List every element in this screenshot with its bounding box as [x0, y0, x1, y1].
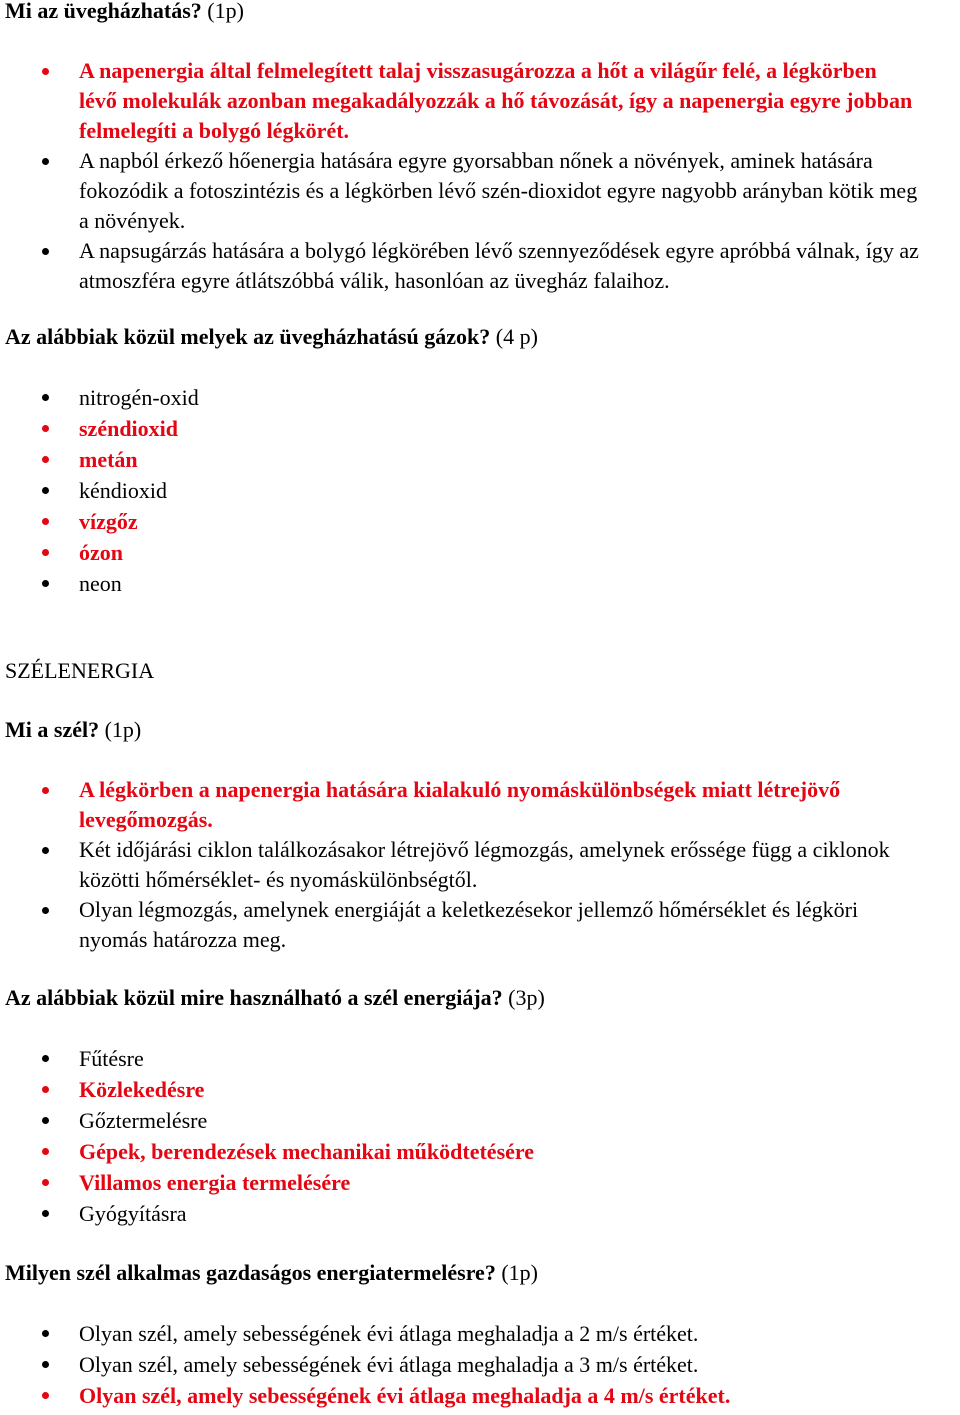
- question-points: (1p): [501, 1260, 538, 1285]
- answer-option: Fűtésre: [0, 1043, 960, 1074]
- answer-option: Olyan szél, amely sebességének évi átlaga meghaladja a 3 m/s értéket.: [0, 1349, 960, 1380]
- question-text: Milyen szél alkalmas gazdaságos energiatermelésre?: [5, 1260, 496, 1285]
- question-points: (1p): [104, 717, 142, 742]
- answer-list-economic-wind: [0, 1318, 960, 1411]
- answer-option: Villamos energia termelésére: [0, 1167, 960, 1198]
- answer-list-wind-energy-uses: [0, 1043, 960, 1229]
- answer-option: Gyógyításra: [0, 1198, 960, 1229]
- answer-option: metán: [0, 444, 960, 475]
- question-text: Az alábbiak közül mire használható a szél energiája?: [5, 985, 503, 1010]
- answer-list-greenhouse-gases: [0, 382, 960, 599]
- answer-option: neon: [0, 568, 960, 599]
- answer-option: Közlekedésre: [0, 1074, 960, 1105]
- answer-option: Gépek, berendezések mechanikai működtetésére: [0, 1136, 960, 1167]
- question-greenhouse-gases: [5, 322, 538, 352]
- answer-option: Két időjárási ciklon találkozásakor létrejövő légmozgás, amelynek erőssége függ a ciklonok közötti hőmérséklet- és nyomáskülönbségtől.: [0, 835, 960, 895]
- question-wind-energy-uses: [5, 983, 545, 1013]
- answer-option: ózon: [0, 537, 960, 568]
- question-what-is-wind: [5, 715, 141, 745]
- answer-option: vízgőz: [0, 506, 960, 537]
- question-economic-wind: [5, 1258, 538, 1288]
- answer-list-what-is-wind: [0, 775, 960, 955]
- question-text: Mi a szél?: [5, 717, 100, 742]
- answer-option: Gőztermelésre: [0, 1105, 960, 1136]
- answer-option: Olyan szél, amely sebességének évi átlaga meghaladja a 4 m/s értéket.: [0, 1380, 960, 1411]
- answer-list-greenhouse-effect: [0, 56, 960, 296]
- answer-option: A napból érkező hőenergia hatására egyre gyorsabban nőnek a növények, aminek hatására fokozódik a fotoszintézis és a légkörben lévő szén-dioxidot egyre nagyobb arányban kötik meg a növények.: [0, 146, 960, 236]
- section-heading-wind-energy: SZÉLENERGIA: [5, 658, 155, 683]
- answer-option: Olyan légmozgás, amelynek energiáját a keletkezésekor jellemző hőmérséklet és légköri nyomás határozza meg.: [0, 895, 960, 955]
- question-points: (4 p): [495, 324, 538, 349]
- answer-option: A napenergia által felmelegített talaj visszasugározza a hőt a világűr felé, a légkörben lévő molekulák azonban megakadályozzák a hő távozását, így a napenergia egyre jobban felmelegíti a bolygó légkörét.: [0, 56, 960, 146]
- answer-option: Olyan szél, amely sebességének évi átlaga meghaladja a 2 m/s értéket.: [0, 1318, 960, 1349]
- question-points: (1p): [207, 0, 244, 23]
- question-text: Mi az üvegházhatás?: [5, 0, 202, 23]
- question-greenhouse-effect: [5, 0, 244, 26]
- answer-option: A légkörben a napenergia hatására kialakuló nyomáskülönbségek miatt létrejövő levegőmozgás.: [0, 775, 960, 835]
- answer-option: A napsugárzás hatására a bolygó légkörében lévő szennyeződések egyre apróbbá válnak, így az atmoszféra egyre átlátszóbbá válik, hasonlóan az üvegház falaihoz.: [0, 236, 960, 296]
- question-text: Az alábbiak közül melyek az üvegházhatású gázok?: [5, 324, 491, 349]
- question-points: (3p): [508, 985, 545, 1010]
- answer-option: széndioxid: [0, 413, 960, 444]
- answer-option: kéndioxid: [0, 475, 960, 506]
- answer-option: nitrogén-oxid: [0, 382, 960, 413]
